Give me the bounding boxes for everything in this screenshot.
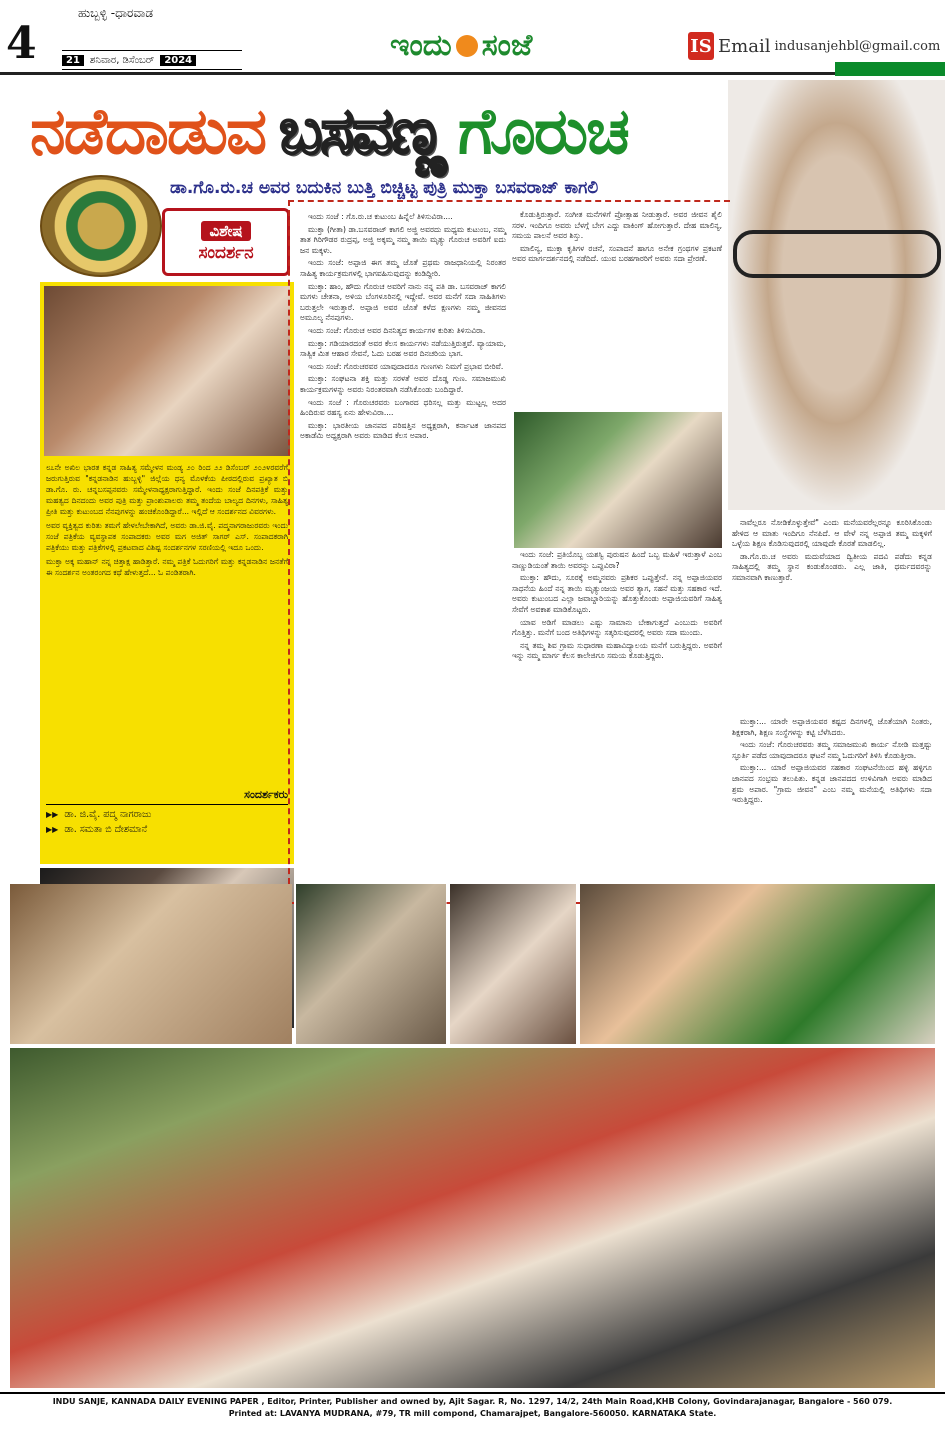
header-green-bar [835,62,945,76]
article-column-3 [732,518,932,586]
intro-paragraph: ಮುಕ್ತಾ ಅಕ್ಕ ಮಹಾನ್ ನನ್ನ ಚಿತ್ತಾಕ್ಷ ಹಾಡಿತ್ತಾರೆ. ನಮ್ಮ ಪತ್ರಿಕೆ ಓದುಗರಿಗೆ ಮತ್ತು ಕನ್ನಡನಾಡಿನ ಜನತೆಗೆ ಈ ಸಂದರ್ಶನ ಅಂತರಂಗದ ಕಥೆ ಹೇಳುತ್ತದೆ... ಓ ಪಂಡಿತರಾಗಿ. [46,557,288,577]
article-paragraph: ಮುಕ್ತಾ (ಗೀತಾ) ಡಾ.ಬಸವರಾಜ್ ಕಾಗಲಿ ಅಜ್ಜಿ ಅವರದು ಮಧ್ಯಮ ಕುಟುಂಬ, ನಮ್ಮ ತಾತ ಗಿರಿಗೌಡರ ರುದ್ರಪ್ಪ, ಅಜ್ಜಿ ಅಕ್ಕಮ್ಮ ನಮ್ಮ ತಾಯಿ ಮೃತ್ಯು ಗೊರುಚ ಅವರಿಗೆ ಐದು ಜನ ಮಕ್ಕಳು. [300,224,506,255]
article-paragraph: ಇಂದು ಸಂಜೆ: ಗೊರುಚರವರು ತಮ್ಮ ಸಮಾಜಮುಖಿ ಕಾರ್ಯ ನೋಡಿ ಮತ್ತಷ್ಟು ಸ್ಫೂರ್ತಿ ಪಡೆದ ಯಾವುದಾದರೂ ಘಟನೆ ನಮ್ಮ ಓದುಗರಿಗೆ ತಿಳಿಸಿ ಕೊಡುತ್ತೀರಾ. [732,740,932,760]
email-address: indusanjehbl@gmail.com [774,38,941,54]
interviewer-name: ಡಾ. ಜಿ.ವೈ. ಪದ್ಮ ನಾಗರಾಜು [64,809,152,820]
email-block [688,32,940,60]
footer-rule [0,1392,945,1394]
is-logo-icon: IS [688,32,714,60]
page-number: 4 [6,18,37,69]
article-paragraph: ಮುಕ್ತಾ:... ಯಾರೇ ಅಪ್ಪಾಜಿಯವರ ಕಷ್ಟದ ದಿನಗಳಲ್ಲಿ ಜೊತೆಯಾಗಿ ನಿಂತರು, ಶಿಕ್ಷಕರಾಗಿ, ಶಿಕ್ಷಣ ಸಂಸ್ಥೆಗಳನ್ನು ಕಟ್ಟಿ ಬೆಳೆಸಿದರು. [732,717,932,737]
portrait-photo [728,80,945,510]
masthead-left: ಇಂದು [390,28,452,63]
strip-photo-3 [450,884,576,1044]
intro-paragraph: ಅವರ ವ್ಯಕ್ತಿತ್ವದ ಕುರಿತು ತಮಗೆ ಹೇಳಲೇಬೇಕಾಗಿದೆ, ಅವರು ಡಾ.ಜಿ.ವೈ. ಪದ್ಮನಾಗರಾಜುರವರು ಇಂದು ಸಂಜೆ ಪತ್ರಿಕೆಯ ವ್ಯವಸ್ಥಾಪಕ ಸಂಪಾದಕರು ಅವರ ಮಗ ಅಜಿತ್ ಸಾಗರ್ ಎಸ್. ಸಂಪಾದಕರಾಗಿ ಪತ್ರಿಕೆಯು ಮತ್ತು ಪತ್ರಿಕೆಗಳಲ್ಲಿ ಪ್ರಕಟವಾದ ವಿಶಿಷ್ಟ ಸಂದರ್ಶನಗಳ ಸರಣಿಯಲ್ಲಿ ಇದೂ ಒಂದು. [46,521,288,552]
article-paragraph: ಇಂದು ಸಂಜೆ: ಗೊರುಚರವರ ಯಾವುದಾದರೂ ಗುಣಗಳು ನಿಮಗೆ ಪ್ರಭಾವ ಬೀರಿವೆ. [308,361,504,371]
date-day: 21 [62,55,84,66]
interviewer-item [46,809,288,820]
article-paragraph: ಇಂದು ಸಂಜೆ: ಅಪ್ಪಾಜಿ ಈಗ ತಮ್ಮ ಜೊತೆ ಪ್ರಥಮ ರಾಜಧಾನಿಯಲ್ಲಿ ನಿರಂತರ ಸಾಹಿತ್ಯ ಕಾರ್ಯಕ್ರಮಗಳಲ್ಲಿ ಭಾಗವಹಿಸುವುದನ್ನು ಕಂಡಿದ್ದೀರಿ. [300,258,506,278]
bouquet-photo [44,286,290,456]
subheadline: ಡಾ.ಗೊ.ರು.ಚ ಅವರ ಬದುಕಿನ ಬುತ್ತಿ ಬಿಚ್ಚಿಟ್ಟ ಪುತ್ರಿ ಮುಕ್ತಾ ಬಸವರಾಜ್ ಕಾಗಲಿ [170,178,599,198]
article-paragraph: ಮುಕ್ತಾ: ಹೌದು, ಸೂರಕ್ಕೆ ಅಮ್ಮನವರು ಪ್ರಶಿಕರ ಒಪ್ಪುತ್ತೇನೆ. ನನ್ನ ಅಪ್ಪಾಜಿಯವರ ಸಾಧನೆಯ ಹಿಂದೆ ನನ್ನ ತಾಯಿ ಮೃತ್ಯುಂಜಯ ಅವರ ತ್ಯಾಗ, ಸಹನೆ ಮತ್ತು ಸಹಕಾರ ಇದೆ. ಅವರು ಕುಟುಂಬದ ಎಲ್ಲಾ ಜವಾಬ್ದಾರಿಯನ್ನು ಹೊತ್ತುಕೊಂಡು ಅಪ್ಪಾಜಿಯವರಿಗೆ ಸಾಹಿತ್ಯ ಸೇವೆಗೆ ಅವಕಾಶ ಮಾಡಿಕೊಟ್ಟರು. [512,573,722,614]
headline [30,92,628,172]
article-paragraph: ಮುಕ್ತಾ: ಸಂಘಟನಾ ಶಕ್ತಿ ಮತ್ತು ಸರಳತೆ ಅವರ ದೊಡ್ಡ ಗುಣ. ಸಮಾಜಮುಖಿ ಕಾರ್ಯಕ್ರಮಗಳನ್ನು ಅವರು ನಿರಂತರವಾಗಿ ನಡೆಸಿಕೊಂಡು ಬಂದಿದ್ದಾರೆ. [300,374,506,394]
article-column-3-lower [732,717,932,808]
headline-word-2: ಬಸವಣ್ಣ [279,95,444,169]
article-paragraph: ಮುಕ್ತಾ:... ಯಾರೆ ಅಪ್ಪಾಜಿಯವರ ಸಹಕಾರ ಸಂಘಟನೆಯಿಂದ ಹಳ್ಳಿ ಹಳ್ಳಿಗೂ ಜಾನಪದ ಸಂಭ್ರಮ ತಲುಪಿತು. ಕನ್ನಡ ಜಾನಪದದ ಉಳಿವಿಗಾಗಿ ಅವರು ಮಾಡಿದ ಶ್ರಮ ಅಪಾರ. "ಗ್ರಾಮ ಜೀವನ" ಎಂಬ ನಮ್ಮ ಮನೆಯಲ್ಲಿ ಅತಿಥಿಗಳು ಸದಾ ಇರುತ್ತಿದ್ದರು. [732,763,932,805]
article-paragraph: ಮಾಲಿನ್ಯ, ಮುಕ್ತಾ ಕೃತಿಗಳ ರಚನೆ, ಸಂಪಾದನೆ ಹಾಗೂ ಅನೇಕ ಗ್ರಂಥಗಳ ಪ್ರಕಟಣೆ ಅವರ ಮಾರ್ಗದರ್ಶನದಲ್ಲಿ ನಡೆದಿದೆ. ಯುವ ಬರಹಗಾರರಿಗೆ ಅವರು ಸದಾ ಪ್ರೇರಣೆ. [512,243,722,264]
masthead-right: ಸಂಜೆ [481,28,533,63]
article-paragraph: ಇಂದು ಸಂಜೆ : ಗೊ.ರು.ಚ ಕುಟುಂಬ ಹಿನ್ನೆಲೆ ತಿಳಿಸುವಿರಾ.... [308,212,453,221]
masthead-logo [390,28,532,63]
article-paragraph: ಯಾವ ಅಡಿಗೆ ಮಾಡಲು ಎಷ್ಟು ಸಾಮಾನು ಬೇಕಾಗುತ್ತದೆ ಎಂಬುದು ಅವರಿಗೆ ಗೊತ್ತಿತ್ತು. ಮನೆಗೆ ಬಂದ ಅತಿಥಿಗಳನ್ನು ಸತ್ಕರಿಸುವುದರಲ್ಲಿ ಅವರು ಸದಾ ಮುಂದು. [512,617,722,638]
article-paragraph: ಮುಕ್ತಾ: ಹಾಂ, ಹೌದು ಗೊರುಚ ಅವರಿಗೆ ನಾನು ನನ್ನ ಪತಿ ಡಾ. ಬಸವರಾಜ್ ಕಾಗಲಿ ಮಗಳು ಚೇತನಾ, ಅಳಿಯ ಬೆಂಗಳೂರಿನಲ್ಲಿ ಇದ್ದೇವೆ. ಅವರ ಮನೆಗೆ ಸದಾ ಸಾಹಿತಿಗಳು ಬರುತ್ತಲೇ ಇರುತ್ತಾರೆ. ಅಪ್ಪಾಜಿ ಅವರ ಜೊತೆ ಕಳೆದ ಕ್ಷಣಗಳು ನಮ್ಮ ಜೀವನದ ಅಮೂಲ್ಯ ನೆನಪುಗಳು. [300,281,506,323]
imprint-line-1: INDU SANJE, KANNADA DAILY EVENING PAPER , Editor, Printer, Publisher and owned by, Ajit Sagar. R, No. 1297, 14/2, 24th Main Road,KHB Colony, Govindarajanagar, Bangalore - 560 079. [52,1397,893,1406]
article-column-2 [512,210,722,267]
article-paragraph: ಮುಕ್ತಾ: ಗಡಿಯಾರದಂತೆ ಅವರ ಕೆಲಸ ಕಾರ್ಯಗಳು ನಡೆಯುತ್ತಿರುತ್ತವೆ. ವ್ಯಾಯಾಮ, ಸಾತ್ವಿಕ ಮಿತ ಆಹಾರ ಸೇವನೆ, ಓದು ಬರಹ ಅವರ ದಿನಚರಿಯ ಭಾಗ. [300,338,506,359]
strip-photo-1 [10,884,292,1044]
article-column-2-lower [512,550,722,664]
strip-photo-2 [296,884,446,1044]
imprint-footer [0,1396,945,1420]
date-text: ಶನಿವಾರ, ಡಿಸೆಂಬರ್ [89,54,155,66]
article-paragraph: ಇಂದು ಸಂಜೆ: ಗೊರುಚ ಅವರ ದಿನನಿತ್ಯದ ಕಾರ್ಯಗಳ ಕುರಿತು ತಿಳಿಸುವಿರಾ. [308,325,486,335]
article-paragraph: ಡಾ.ಗೊ.ರು.ಚ ಅವರು ಮದುವೆಯಾದ ದ್ವಿತೀಯ ಪದವಿ ಪಡೆದು ಕನ್ನಡ ಸಾಹಿತ್ಯದಲ್ಲಿ ತಮ್ಮ ಸ್ಥಾನ ಕಂಡುಕೊಂಡರು. ಎಲ್ಲ ಜಾತಿ, ಧರ್ಮದವರನ್ನು ಸಮಾನವಾಗಿ ಕಾಣುತ್ತಾರೆ. [732,551,932,582]
feature-tag-line1: ವಿಶೇಷ [201,221,250,241]
interviewers-box [46,788,288,835]
sammelana-emblem-icon [40,175,162,277]
double-chevron-icon: ▶▶ [46,825,59,834]
double-chevron-icon: ▶▶ [46,810,59,819]
date-year: 2024 [160,55,196,66]
article-paragraph: ನಾವೆಲ್ಲರೂ ನೋಡಿಕೊಳ್ಳುತ್ತೇವೆ" ಎಂದು ಮನೆಯವರೆಲ್ಲರನ್ನೂ ಕೂರಿಸಿಕೊಂಡು ಹೇಳಿದ ಆ ಮಾತು ಇಂದಿಗೂ ನೆನಪಿದೆ. ಆ ವೇಳೆ ನನ್ನ ಅಪ್ಪಾಜಿ ತಮ್ಮ ಮಕ್ಕಳಿಗೆ ಒಳ್ಳೆಯ ಶಿಕ್ಷಣ ಕೊಡಿಸುವುದರಲ್ಲಿ ಯಾವುದೇ ಕೊರತೆ ಮಾಡಲಿಲ್ಲ. [732,518,932,549]
article-paragraph: ಕೊಡುತ್ತಿರುತ್ತಾರೆ. ಸಂಗೀತ ಮನೆಗಳಿಗೆ ಪ್ರೋತ್ಸಾಹ ನೀಡುತ್ತಾರೆ. ಅವರ ಜೀವನ ಶೈಲಿ ಸರಳ. ಇಂದಿಗೂ ಅವರು ಬೆಳಗ್ಗೆ ಬೇಗ ಎದ್ದು ವಾಕಿಂಗ್ ಹೋಗುತ್ತಾರೆ. ದೇಹ ಮಾಲಿನ್ಯ, ಸಮಯ ಪಾಲನೆ ಅವರ ಶಿಸ್ತು. [512,210,722,241]
dateline [62,50,242,70]
headline-word-1: ನಡೆದಾಡುವ [30,95,266,169]
edition-city: ಹುಬ್ಬಳ್ಳಿ -ಧಾರವಾಡ [78,6,153,20]
intro-paragraph: ೮೭ನೇ ಅಖಿಲ ಭಾರತ ಕನ್ನಡ ಸಾಹಿತ್ಯ ಸಮ್ಮೇಳನ ಮಂಡ್ಯ ೨೦ ರಿಂದ ೨೨ ಡಿಸೆಂಬರ್ ೨೦೨೪ರವರೆಗೆ ಜರುಗುತ್ತಿರುವ "ಕನ್ನಡನಾಡಿನ ಹುಬ್ಬಳ್ಳಿ" ಜಿಲ್ಲೆಯ ಧನ್ಯ ಮೊಳಕೆಯ ಪೀಠದಲ್ಲಿರುವ ಪ್ರಖ್ಯಾತ ಬಿ ಡಾ.ಗೊ. ರು. ಚನ್ನಬಸಪ್ಪನವರು ಸಮ್ಮೇಳನಾಧ್ಯಕ್ಷರಾಗುತ್ತಿದ್ದಾರೆ. ಇಂದು ಸಂಜೆ ದಿನಪತ್ರಿಕೆ ಮತ್ತು ಮಹತ್ವದ ದಿನದಂದು ಅವರ ಪುತ್ರಿ ಮತ್ತು ಪ್ರಾಂಶುಪಾಲರು ತಮ್ಮ ತಂದೆಯ ಬಾಲ್ಯದ ದಿನಗಳು, ಸಾಹಿತ್ಯ ಪ್ರೀತಿ ಮತ್ತು ಕುಟುಂಬದ ನೆನಪುಗಳನ್ನು ಹಂಚಿಕೊಂಡಿದ್ದಾರೆ... ಇಲ್ಲಿದೆ ಆ ಸಂದರ್ಶನದ ವಿವರಗಳು. [46,463,288,516]
feature-tag-line2: ಸಂದರ್ಶನ [198,243,254,263]
interviewers-title: ಸಂದರ್ಶಕರು [46,788,288,805]
interviewer-name: ಡಾ. ಸಮತಾ ಬಿ ದೇಶಮಾನೆ [64,824,148,835]
article-paragraph: ಇಂದು ಸಂಜೆ: ಪ್ರತಿಯೊಬ್ಬ ಯಶಸ್ವಿ ಪುರುಷನ ಹಿಂದೆ ಒಬ್ಬ ಮಹಿಳೆ ಇರುತ್ತಾಳೆ ಎಂಬ ನಾಣ್ಣುಡಿಯಂತೆ ತಾಯಿ ಅವರನ್ನು ಒಪ್ಪುವಿರಾ? [512,550,722,570]
interviewer-item [46,824,288,835]
large-family-group-photo [10,1048,935,1388]
header-rule [0,72,945,75]
imprint-line-2: Printed at: LAVANYA MUDRANA, #79, TR mill compond, Chamarajpet, Bangalore-560050. KARNATAKA State. [228,1409,717,1418]
sun-icon [456,35,478,57]
spectacles-shape [733,230,941,278]
feature-tag [162,208,290,276]
email-label: Email [718,35,771,57]
family-garden-photo [514,412,722,548]
article-paragraph: ಮುಕ್ತಾ: ಭಾರತೀಯ ಜಾನಪದ ಪರಿಷತ್ತಿನ ಅಧ್ಯಕ್ಷರಾಗಿ, ಕರ್ನಾಟಕ ಜಾನಪದ ಅಕಾಡೆಮಿ ಅಧ್ಯಕ್ಷರಾಗಿ ಅವರು ಮಾಡಿದ ಕೆಲಸ ಅಪಾರ. [300,420,506,441]
article-paragraph: ಇಂದು ಸಂಜೆ : ಗೊರುಚರವರು ಬಂಗಾರದ ಧರಿಸಲ್ಲ ಮತ್ತು ಮುಟ್ಟಲ್ಲ ಅದರ ಹಿಂದಿರುವ ರಹಸ್ಯ ಏನು ಹೇಳುವಿರಾ.... [300,397,506,418]
article-paragraph: ನನ್ನ ತಮ್ಮ ಶಿವ ಗ್ರಾಮ ಸುಧಾರಣಾ ಮಹಾವಿದ್ಯಾಲಯ ಮನೆಗೆ ಬರುತ್ತಿದ್ದರು. ಅವರಿಗೆ ಇನ್ನು ನಮ್ಮ ಮಾರ್ಗ ಕೆಲಸ ಕಾಲೇಜಿಗೂ ಸಮಯ ಕೊಡುತ್ತಿದ್ದರು. [512,640,722,661]
article-column-1 [300,212,506,444]
strip-photo-4 [580,884,935,1044]
intro-text [46,462,288,581]
headline-word-3: ಗೊರುಚ [457,95,628,169]
